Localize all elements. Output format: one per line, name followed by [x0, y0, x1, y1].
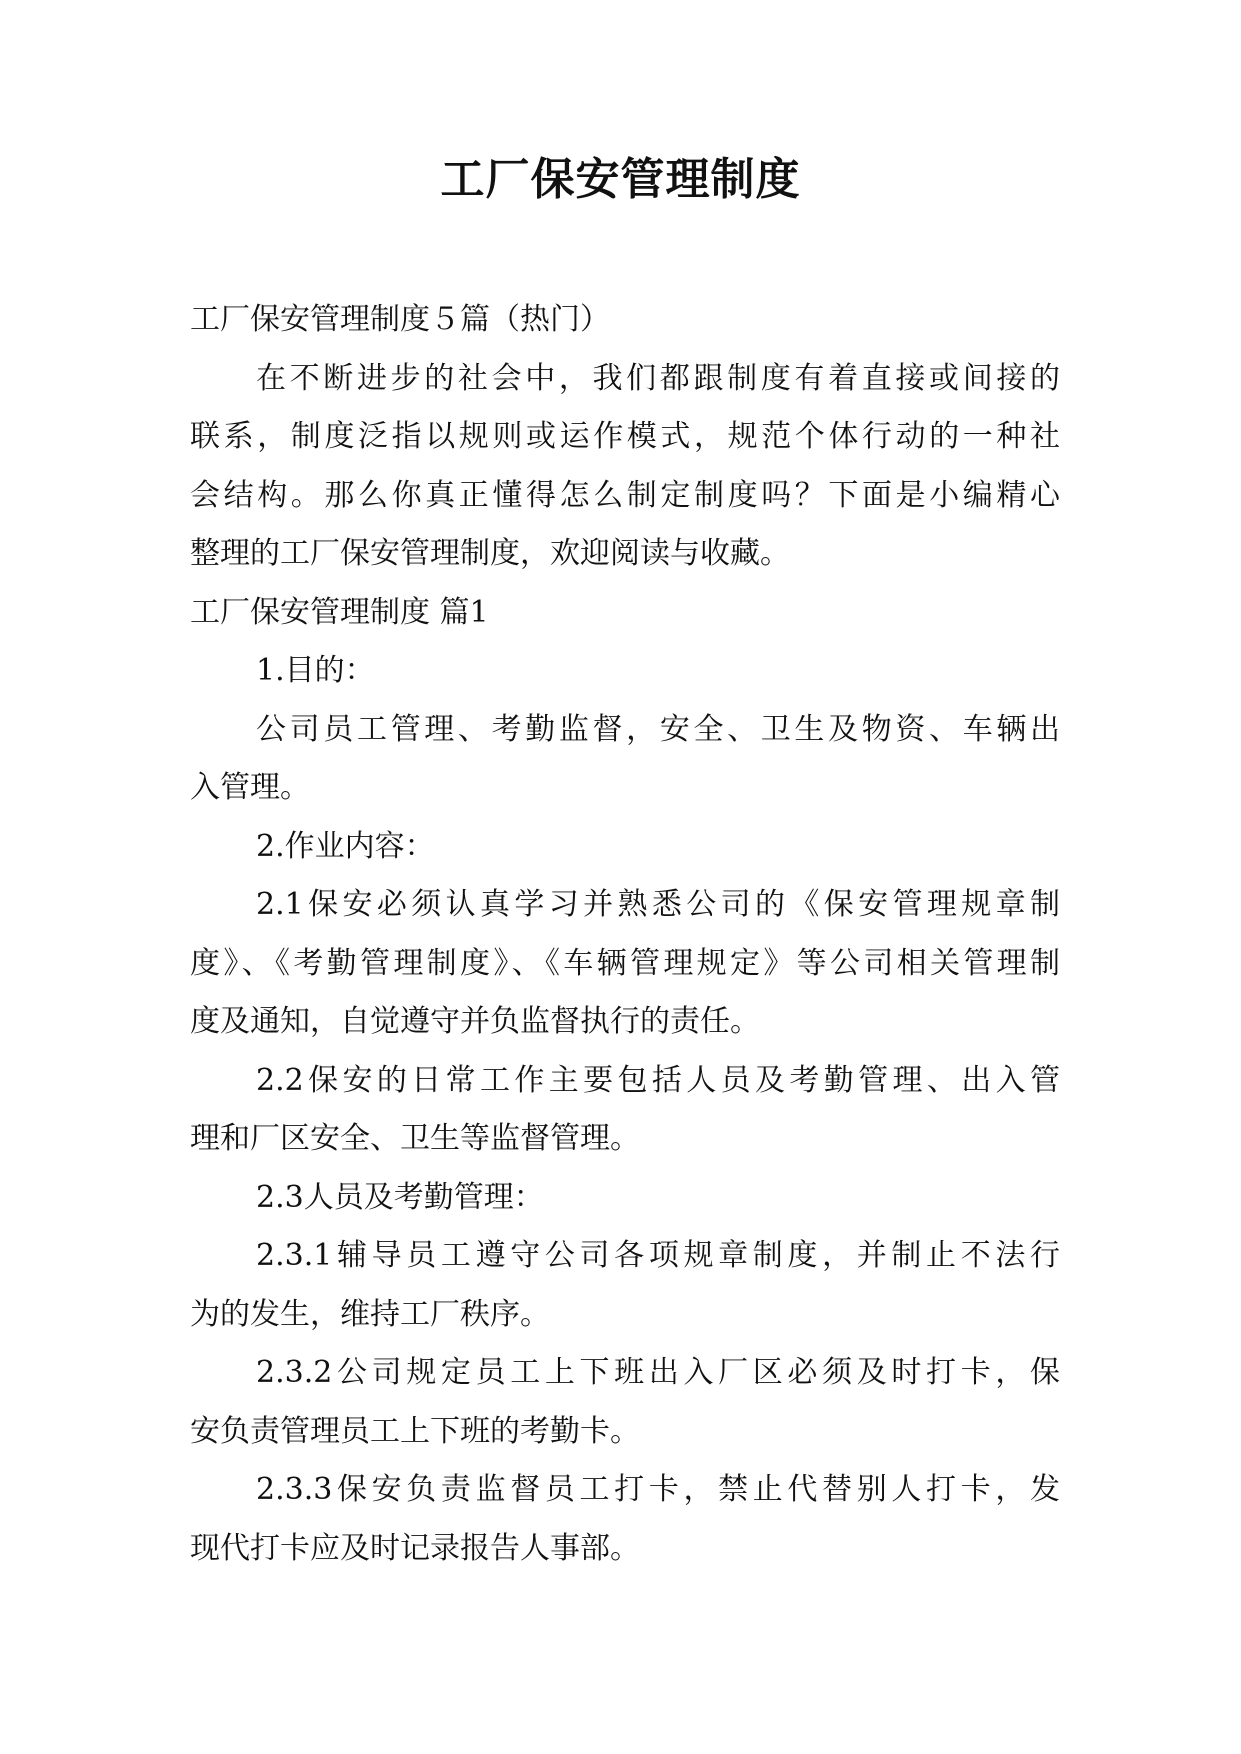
- text-line: 理和厂区安全、卫生等监督管理。: [190, 1121, 640, 1156]
- text-line: 度及通知，自觉遵守并负监督执行的责任。: [190, 1004, 760, 1039]
- text-line: 为的发生，维持工厂秩序。: [190, 1296, 550, 1332]
- text-line: 2.2保安的日常工作主要包括人员及考勤管理、出入管: [256, 1062, 1060, 1098]
- text-line: 工厂保安管理制度５篇（热门）: [190, 302, 610, 337]
- text-line: 1.目的：: [256, 653, 375, 688]
- text-line: 整理的工厂保安管理制度，欢迎阅读与收藏。: [190, 536, 790, 571]
- document-title: 工厂保安管理制度: [440, 154, 801, 205]
- document-body: [190, 291, 1060, 1578]
- text-line: 2.3.2公司规定员工上下班出入厂区必须及时打卡，保: [256, 1355, 1060, 1390]
- text-line: 会结构。那么你真正懂得怎么制定制度吗？下面是小编精心: [190, 477, 1060, 513]
- text-line: 度》、《考勤管理制度》、《车辆管理规定》等公司相关管理制: [190, 945, 1060, 981]
- text-line: 联系，制度泛指以规则或运作模式，规范个体行动的一种社: [190, 419, 1060, 454]
- text-line: 2.3人员及考勤管理：: [256, 1179, 544, 1215]
- text-line: 现代打卡应及时记录报告人事部。: [190, 1530, 640, 1566]
- text-line: 2.3.1辅导员工遵守公司各项规章制度，并制止不法行: [256, 1238, 1060, 1273]
- text-line: 2.1保安必须认真学习并熟悉公司的《保安管理规章制: [256, 887, 1060, 922]
- text-line: 工厂保安管理制度 篇1: [190, 594, 489, 630]
- text-line: 2.作业内容：: [256, 828, 435, 864]
- text-line: 2.3.3保安负责监督员工打卡，禁止代替别人打卡，发: [256, 1472, 1060, 1507]
- text-line: 公司员工管理、考勤监督，安全、卫生及物资、车辆出: [256, 711, 1060, 747]
- text-line: 在不断进步的社会中，我们都跟制度有着直接或间接的: [256, 360, 1060, 396]
- text-line: 入管理。: [190, 770, 310, 805]
- text-line: 安负责管理员工上下班的考勤卡。: [190, 1413, 640, 1449]
